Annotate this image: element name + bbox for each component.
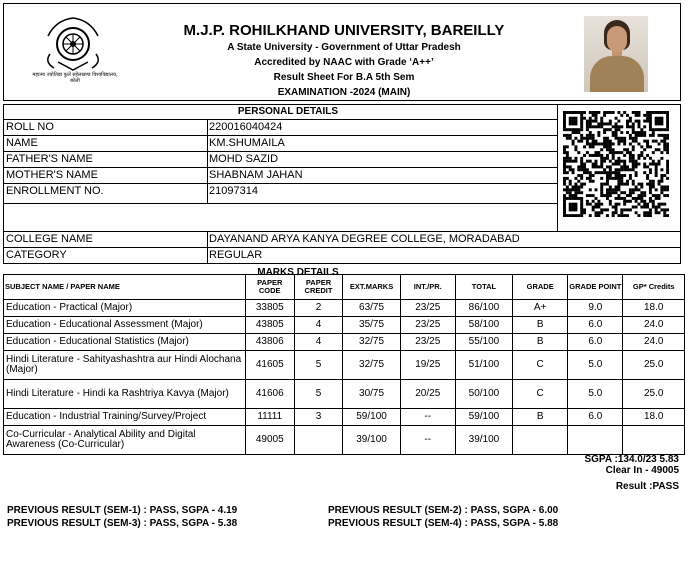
personal-details-title: PERSONAL DETAILS <box>3 104 681 118</box>
cell-gp: 9.0 <box>568 300 623 317</box>
cell-code: 49005 <box>245 426 294 455</box>
exam-title: EXAMINATION -2024 (MAIN) <box>277 87 411 98</box>
result-text: Result :PASS <box>615 481 679 492</box>
header-code: PAPER CODE <box>245 275 294 300</box>
cell-code: 43806 <box>245 334 294 351</box>
table-row <box>4 317 685 334</box>
cell-int: -- <box>400 426 455 455</box>
header-subject: SUBJECT NAME / PAPER NAME <box>4 275 246 300</box>
cell-gp: 6.0 <box>568 334 623 351</box>
cell-gpc: 24.0 <box>623 334 685 351</box>
cell-ext: 30/75 <box>343 380 400 409</box>
cell-total: 55/100 <box>455 334 512 351</box>
cell-subject: Education - Industrial Training/Survey/Project <box>4 409 246 426</box>
roll-no-row: ROLL NO 220016040424 <box>6 121 283 133</box>
table-row <box>4 334 685 351</box>
cell-grade: C <box>513 351 568 380</box>
category-row: CATEGORY REGULAR <box>6 249 263 261</box>
clear-text: Clear In - 49005 <box>605 465 679 476</box>
cell-ext: 35/75 <box>343 317 400 334</box>
cell-gp: 5.0 <box>568 351 623 380</box>
cell-grade: B <box>513 409 568 426</box>
marks-header-row <box>4 275 685 300</box>
cell-ext: 59/100 <box>343 409 400 426</box>
student-photo <box>584 16 648 92</box>
prev-sem3: PREVIOUS RESULT (SEM-3) : PASS, SGPA - 5.38 <box>7 518 238 529</box>
table-row <box>4 409 685 426</box>
cell-int: -- <box>400 409 455 426</box>
cell-credit: 4 <box>294 334 343 351</box>
cell-credit: 2 <box>294 300 343 317</box>
cell-total: 39/100 <box>455 426 512 455</box>
table-row <box>4 426 685 455</box>
cell-code: 33805 <box>245 300 294 317</box>
cell-total: 51/100 <box>455 351 512 380</box>
marks-table <box>3 274 685 455</box>
table-row <box>4 380 685 409</box>
cell-subject: Hindi Literature - Hindi ka Rashtriya Kavya (Major) <box>4 380 246 409</box>
cell-int: 23/25 <box>400 317 455 334</box>
cell-credit: 5 <box>294 351 343 380</box>
cell-int: 19/25 <box>400 351 455 380</box>
cell-int: 20/25 <box>400 380 455 409</box>
mother-name-row: MOTHER'S NAME SHABNAM JAHAN <box>6 169 303 181</box>
header-text <box>144 21 544 100</box>
cell-subject: Co-Curricular - Analytical Ability and Digital Awareness (Co-Curricular) <box>4 426 246 455</box>
marks-details-title: MARKS DETAILS <box>257 267 339 278</box>
cell-gpc: 18.0 <box>623 409 685 426</box>
cell-grade: B <box>513 334 568 351</box>
cell-credit: 5 <box>294 380 343 409</box>
cell-total: 58/100 <box>455 317 512 334</box>
cell-gp <box>568 426 623 455</box>
cell-total: 50/100 <box>455 380 512 409</box>
enrollment-row: ENROLLMENT NO. 21097314 <box>6 185 258 197</box>
cell-subject: Education - Practical (Major) <box>4 300 246 317</box>
state-line: A State University - Government of Uttar Pradesh <box>227 42 461 53</box>
cell-total: 59/100 <box>455 409 512 426</box>
cell-credit: 4 <box>294 317 343 334</box>
cell-gp: 5.0 <box>568 380 623 409</box>
header-int: INT./PR. <box>400 275 455 300</box>
cell-ext: 39/100 <box>343 426 400 455</box>
cell-gp: 6.0 <box>568 409 623 426</box>
cell-subject: Education - Educational Assessment (Major) <box>4 317 246 334</box>
header-ext: EXT.MARKS <box>343 275 400 300</box>
cell-credit <box>294 426 343 455</box>
cell-ext: 63/75 <box>343 300 400 317</box>
header-credit: PAPER CREDIT <box>294 275 343 300</box>
cell-gpc: 25.0 <box>623 351 685 380</box>
cell-grade: B <box>513 317 568 334</box>
summary-block <box>584 454 679 492</box>
cell-gp: 6.0 <box>568 317 623 334</box>
cell-gpc: 24.0 <box>623 317 685 334</box>
father-name-row: FATHER'S NAME MOHD SAZID <box>6 153 279 165</box>
cell-gpc: 25.0 <box>623 380 685 409</box>
cell-grade <box>513 426 568 455</box>
sgpa-text: SGPA :134.0/23 5.83 <box>584 454 679 465</box>
qr-code-icon <box>563 111 669 217</box>
table-row <box>4 300 685 317</box>
cell-gpc: 18.0 <box>623 300 685 317</box>
prev-sem1: PREVIOUS RESULT (SEM-1) : PASS, SGPA - 4.19 <box>7 505 238 516</box>
header-gp-credits: GP* Credits <box>623 275 685 300</box>
cell-gpc <box>623 426 685 455</box>
logo-caption: महात्मा ज्योतिबा फुले रुहेलखण्ड विश्वविद्यालय, बरेली <box>32 72 118 84</box>
cell-code: 43805 <box>245 317 294 334</box>
header-total: TOTAL <box>455 275 512 300</box>
cell-grade: C <box>513 380 568 409</box>
cell-total: 86/100 <box>455 300 512 317</box>
header-grade-point: GRADE POINT <box>568 275 623 300</box>
cell-subject: Education - Educational Statistics (Major) <box>4 334 246 351</box>
cell-int: 23/25 <box>400 334 455 351</box>
previous-results-left <box>7 504 237 530</box>
cell-ext: 32/75 <box>343 351 400 380</box>
cell-subject: Hindi Literature - Sahityashashtra aur Hindi Alochana (Major) <box>4 351 246 380</box>
naac-line: Accredited by NAAC with Grade ‘A++’ <box>254 57 434 68</box>
header-grade: GRADE <box>513 275 568 300</box>
cell-int: 23/25 <box>400 300 455 317</box>
cell-credit: 3 <box>294 409 343 426</box>
university-name: M.J.P. ROHILKHAND UNIVERSITY, BAREILLY <box>183 22 505 39</box>
previous-results-right <box>328 504 558 530</box>
cell-code: 41605 <box>245 351 294 380</box>
cell-code: 41606 <box>245 380 294 409</box>
prev-sem4: PREVIOUS RESULT (SEM-4) : PASS, SGPA - 5.88 <box>328 518 559 529</box>
cell-code: 11111 <box>245 409 294 426</box>
cell-ext: 32/75 <box>343 334 400 351</box>
name-row: NAME KM.SHUMAILA <box>6 137 285 149</box>
prev-sem2: PREVIOUS RESULT (SEM-2) : PASS, SGPA - 6.00 <box>328 505 559 516</box>
cell-grade: A+ <box>513 300 568 317</box>
header-box <box>3 3 681 101</box>
table-row <box>4 351 685 380</box>
college-row: COLLEGE NAME DAYANAND ARYA KANYA DEGREE COLLEGE, MORADABAD <box>6 233 520 245</box>
sheet-title: Result Sheet For B.A 5th Sem <box>273 72 415 83</box>
